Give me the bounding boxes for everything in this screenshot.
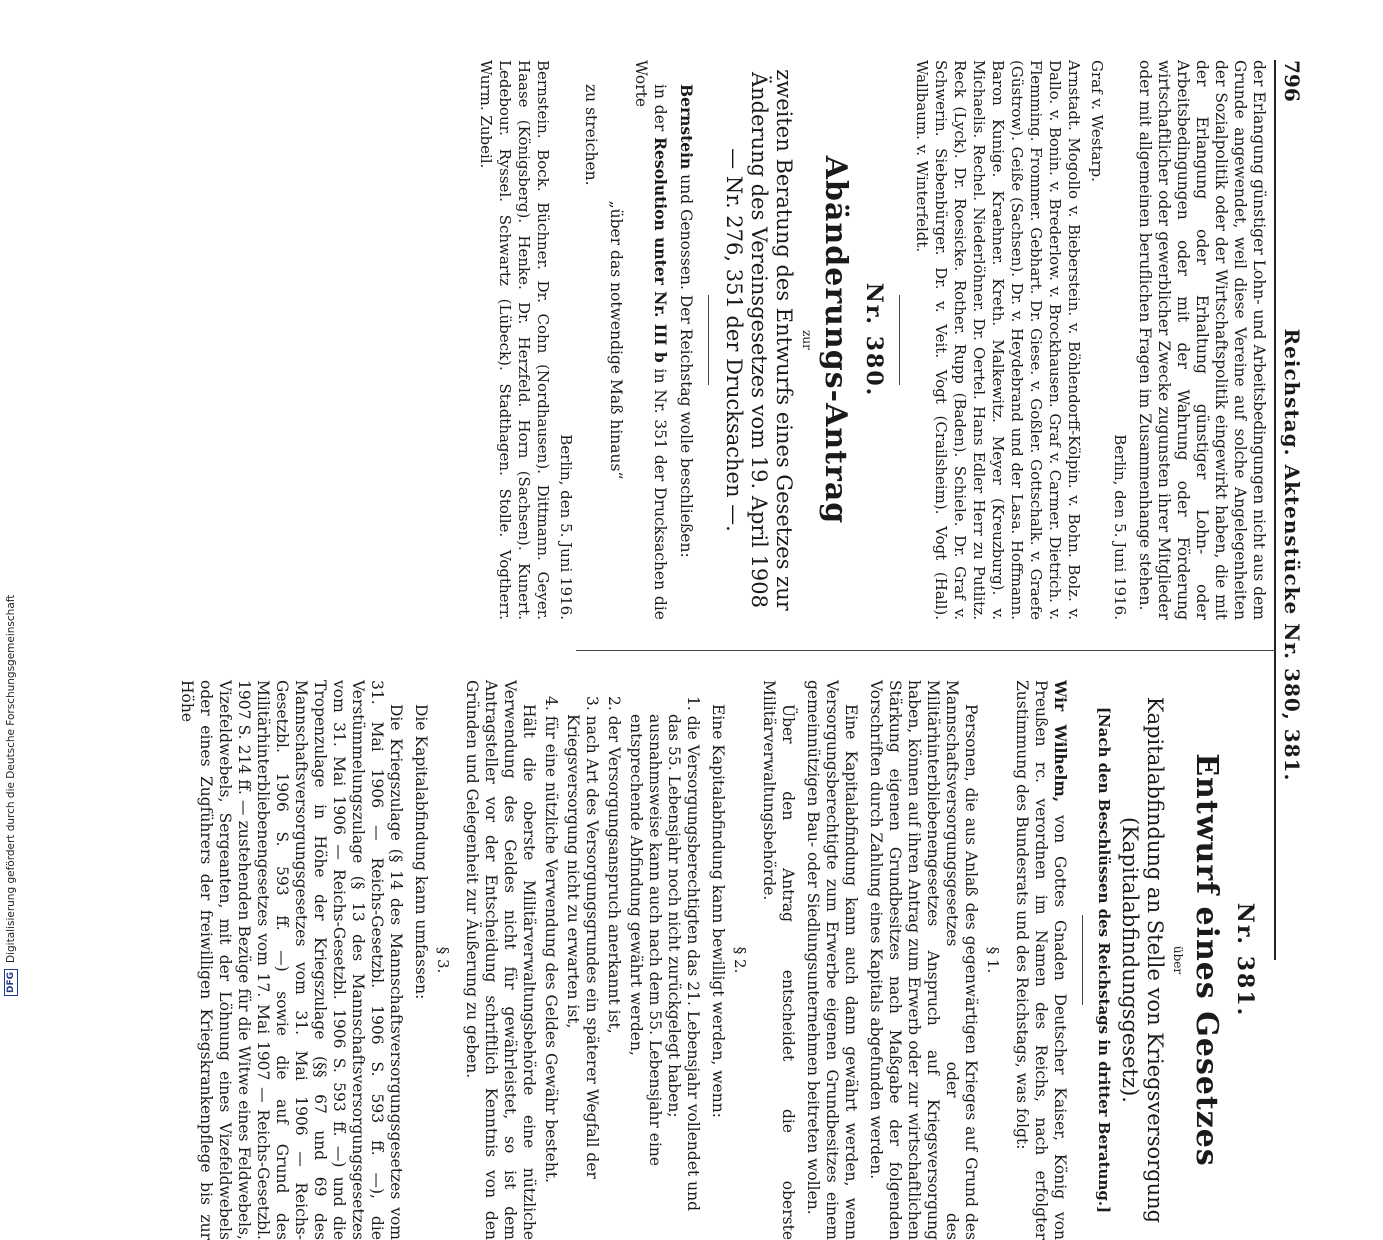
left-column	[477, 60, 1268, 620]
right-column	[178, 680, 1268, 1240]
section-3-heading: § 3.	[434, 946, 452, 974]
section-2-paragraph-2: Hält die oberste Militärverwaltungsbehörde eine nützliche Verwendung des Geldes nicht für gewährleistet, so ist dem Antragsteller vor der Entscheidung schriftlich Kenntnis von den Gründen und Gelegenheit zur Äußerung zu geben.	[463, 680, 538, 1240]
motion-paragraph	[676, 60, 696, 620]
section-3-intro: Die Kapitalabfindung kann umfassen:	[412, 704, 430, 1000]
preamble-name: Wir Wilhelm,	[1051, 680, 1070, 803]
signatories-2: Bernstein. Bock. Büchner. Dr. Cohn (Nordhausen). Dittmann. Geyer. Haase (Königsberg). Henke. Dr. Herzfeld. Horn (Sachsen). Kunert. Ledebour. Ryssel. Schwartz (Lübeck). Stadthagen. Stolle. Vogtherr. Wurm. Zubeil.	[477, 60, 552, 620]
page-number: 796	[1280, 60, 1304, 102]
attribution-line	[4, 595, 18, 996]
strike-instruction: zu streichen.	[582, 84, 600, 186]
section-1-paragraph-3: Über den Antrag entscheidet die oberste Militärverwaltungsbehörde.	[760, 680, 797, 1240]
section-2-item: 4. für eine nützliche Verwendung des Geldes Gewähr besteht.	[542, 696, 560, 1183]
section-2-heading: § 2.	[731, 946, 749, 974]
page-header	[1274, 60, 1320, 960]
place-date-1: Berlin, den 5. Juni 1916.	[1111, 434, 1129, 620]
running-title: Reichstag. Aktenstücke Nr. 380, 381.	[1280, 328, 1304, 782]
preamble	[1012, 680, 1070, 1240]
preamble-text: von Gottes Gnaden Deutscher Kaiser, König von Preußen rc. verordnen im Namen des Reichs, nach erfolgter Zustimmung des Bundesrats und des Reichstags, was folgt:	[1013, 680, 1069, 1240]
section-1-heading: § 1.	[984, 946, 1002, 974]
continuation-paragraph: der Erlangung günstiger Lohn- und Arbeitsbedingungen nicht aus dem Grunde angewendet, weil diese Vereine auf solche Angelegenheiten der Sozialpolitik oder der Wirtschaftspolitik eingewirkt haben, die mit der Erlangung oder Erhaltung günstiger Lohn- oder Arbeitsbedingungen oder mit der Wahrung oder Förderung wirtschaftlicher oder gewerblicher Zwecke zugunsten ihrer Mitglieder oder mit allgemeinen beruflichen Fragen im Zusammenhange stehen.	[1136, 60, 1268, 620]
title-380: Abänderungs-Antrag	[818, 155, 853, 525]
section-3-text: Die Kriegszulage (§ 14 des Mannschaftsversorgungsgesetzes vom 31. Mai 1906 — Reichs-Gesetzbl. 1906 S. 593 ff. —), die Verstümmelungszulage (§ 13 des Mannschaftsversorgungsgesetzes vom 31. Mai 1906 — Reichs-Gesetzbl. 1906 S. 593 ff. —) und die Tropenzulage in Höhe der Kriegszulage (§§ 67 und 69 des Mannschaftsversorgungsgesetzes vom 31. Mai 1906 — Reichs-Gesetzbl. 1906 S. 593 ff. —) sowie die auf Grund des Militärhinterbliebenengesetzes vom 17. Mai 1907 — Reichs-Gesetzbl. 1907 S. 214 ff. — zustehenden Bezüge für die Witwe eines Feldwebels, Vizefeldwebels, Sergeanten, mit der Löhnung eines Vizefeldwebels oder eines Zugführers der freiwilligen Kriegskrankenpflege bis zur Höhe	[178, 680, 405, 1240]
zur-label: zur	[800, 330, 814, 350]
bracket-note: [Nach den Beschlüssen des Reichstags in dritter Beratung.]	[1095, 706, 1113, 1214]
section-1-paragraph-1: Personen, die aus Anlaß des gegenwärtigen Krieges auf Grund des Mannschaftsversorgungsgesetzes oder des Militärhinterbliebenengesetzes Anspruch auf Kriegsversorgung haben, können auf ihren Antrag zum Erwerb oder zur wirtschaftlichen Stärkung eigenen Grundbesitzes nach Maßgabe der folgenden Vorschriften durch Zahlung eines Kapitals abgefunden werden.	[867, 680, 980, 1240]
resolution-suffix: in Nr. 351 der Drucksachen die Worte	[632, 60, 669, 620]
section-2-item: 3. nach Art des Versorgungsgrundes ein späterer Wegfall der Kriegsversorgung nicht zu erwarten ist,	[564, 696, 601, 1179]
resolution-prefix: in der	[651, 84, 669, 132]
divider-rule	[899, 295, 900, 385]
scanned-page	[70, 60, 1320, 1240]
subtitle-380: zweiten Beratung des Entwurfs eines Gesetzes zur Änderung des Vereinsgesetzes vom 19. April 1908 — Nr. 276, 351 der Drucksachen —.	[722, 69, 796, 611]
doc-number-381: Nr. 381.	[1232, 902, 1258, 1018]
dfg-logo: DFG	[4, 969, 18, 996]
resolution-ref: Resolution unter Nr. III b	[651, 137, 670, 363]
title-381: Entwurf eines Gesetzes	[1189, 753, 1224, 1167]
quoted-words: „über das notwendige Maß hinaus“	[607, 200, 625, 480]
ueber-label: über	[1171, 945, 1185, 975]
section-2-item: 1. die Versorgungsberechtigten das 21. Lebensjahr vollendet und das 55. Lebensjahr noch nicht zurückgelegt haben; ausnahmsweise kann auch nach dem 55. Lebensjahr eine entsprechende Abfindung gewährt werden,	[627, 696, 702, 1212]
section-1-paragraph-2: Eine Kapitalabfindung kann auch dann gewährt werden, wenn Versorgungsberechtigte zum Erwerbe eigenen Grundbesitzes einem gemeinnützigen Bau- oder Siedlungsunternehmen beitreten wollen.	[804, 680, 860, 1240]
submitter-1: Graf v. Westarp.	[1088, 60, 1106, 182]
divider-rule	[708, 295, 709, 385]
subtitle-381: Kapitalabfindung an Stelle von Kriegsversorgung (Kapitalabfindungsgesetz).	[1118, 696, 1167, 1224]
column-divider	[576, 650, 1276, 651]
resolution-paragraph	[631, 60, 670, 620]
section-2-intro: Eine Kapitalabfindung kann bewilligt werden, wenn:	[709, 704, 727, 1118]
section-2-item: 2. der Versorgungsanspruch anerkannt ist,	[605, 696, 623, 1034]
motion-text: und Genossen. Der Reichstag wolle beschließen:	[677, 174, 695, 558]
motion-name: Bernstein	[677, 84, 696, 170]
divider-rule	[1082, 915, 1083, 1005]
attribution-text: Digitalisierung gefördert durch die Deutsche Forschungsgemeinschaft	[5, 594, 17, 963]
place-date-2: Berlin, den 5. Juni 1916.	[557, 434, 575, 620]
doc-number-380: Nr. 380.	[861, 282, 887, 398]
attribution-strip	[0, 0, 22, 1000]
signatories-1: Arnstadt. Mogollo v. Bieberstein. v. Böhlendorff-Kölpin. v. Bohn. Bolz. v. Dallo. v. Bonin. v. Brederlow. v. Brockhausen. Graf v. Carmer. Dietrich. v. Flemming. Frommer. Gebhart. Dr. Giese. v. Goßler. Gottschalk. v. Graefe (Güstrow). Geiße (Sachsen). Dr. v. Heydebrand und der Lasa. Hoffmann. Baron Kunige. Kraehner. Kreth. Malkewitz. Meyer (Kreuzburg). v. Michaelis. Rechel. Niederlöhner. Dr. Oertel. Hans Edler Herr zu Putlitz. Reck (Lyck). Dr. Roesicke. Rother. Rupp (Baden). Schiele. Dr. Graf v. Schwerin. Siebenbürger. Dr. v. Veit. Vogt (Crailsheim). Vogt (Hall). Wallbaum. v. Winterfeldt.	[913, 60, 1083, 620]
